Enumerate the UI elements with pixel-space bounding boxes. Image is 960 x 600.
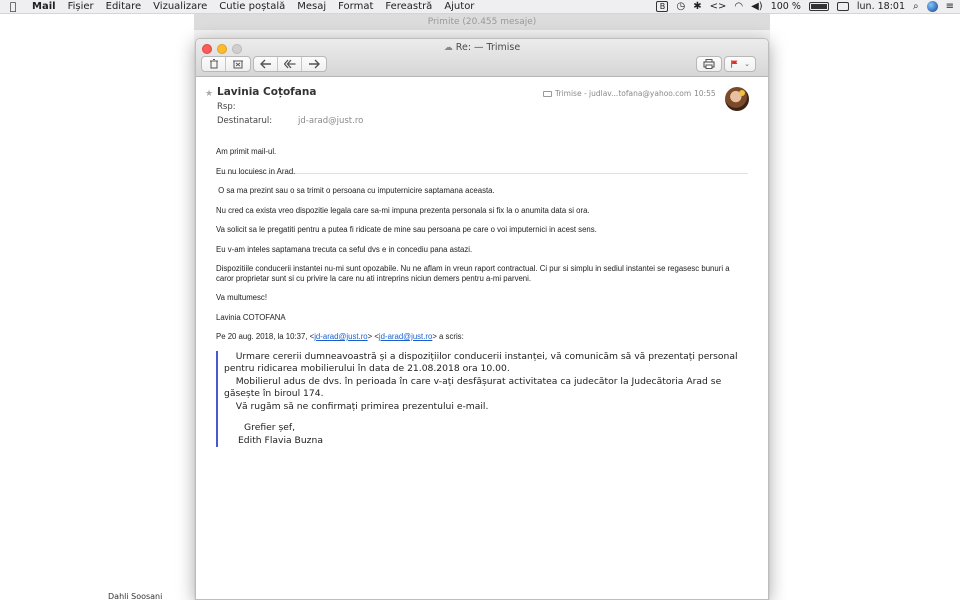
flag-icon[interactable] <box>725 57 755 71</box>
quote-signature-title: Grefier șef, <box>244 422 296 433</box>
body-paragraph: Va solicit sa le pregatiti pentru a putea fi ridicate de mine sau persoana pe care o voi imputernici in acest sens. <box>216 225 597 234</box>
battery-percent[interactable]: 100 % <box>770 1 801 12</box>
print-group <box>696 56 722 72</box>
message-time: 10:55 <box>694 89 716 98</box>
apple-menu-icon[interactable] <box>0 0 26 13</box>
quote-header: Pe 20 aug. 2018, la 10:37, <jd-arad@just.ro> <jd-arad@just.ro> a scris: <box>216 332 464 341</box>
code-icon[interactable]: <> <box>709 0 727 12</box>
flag-group <box>724 56 756 72</box>
siri-icon[interactable] <box>927 1 938 12</box>
email-link[interactable]: jd-arad@just.ro <box>378 332 433 341</box>
volume-icon[interactable]: ◀) <box>751 0 763 12</box>
reply-group <box>253 56 327 72</box>
message-window <box>195 38 769 600</box>
reply-to-label: Rsp: <box>217 102 236 112</box>
menu-ajutor[interactable]: Ajutor <box>444 1 475 12</box>
body-paragraph: Eu nu locuiesc in Arad. <box>216 166 296 176</box>
quote-paragraph: Vă rugăm să ne confirmați primirea prezentului e-mail. <box>224 400 489 412</box>
menu-mail[interactable]: Mail <box>32 1 56 12</box>
b-app-icon[interactable]: B <box>656 1 668 12</box>
folder-icon <box>543 91 552 97</box>
bluetooth-icon[interactable]: ✱ <box>693 0 702 12</box>
reply-icon[interactable] <box>254 57 278 71</box>
chevron-down-icon[interactable]: ⌄ <box>744 60 750 68</box>
body-paragraph: Eu v-am inteles saptamana trecuta ca seful dvs e in concediu pana astazi. <box>216 244 473 254</box>
body-paragraph: Dispozitiile conducerii instantei nu-mi sunt opozabile. Nu ne aflam in vreun raport contractual. Ci pur si simplu in sediul instantei se regasesc bunuri a caror proprietar sunt si cu privire la care nu ati intreprins niciun demers pentru a-mi parveni. <box>216 264 730 283</box>
menu-format[interactable]: Format <box>338 1 374 12</box>
menu-fisier[interactable]: Fișier <box>67 1 94 12</box>
quoted-message <box>216 351 748 448</box>
trash-icon[interactable] <box>202 57 226 71</box>
body-paragraph: O sa ma prezint sau o sa trimit o persoana cu imputernicire saptamana aceasta. <box>216 186 495 195</box>
menubar <box>0 0 960 14</box>
search-icon[interactable]: ⌕ <box>913 0 919 12</box>
menu-editare[interactable]: Editare <box>105 1 142 12</box>
background-window-title: Primite (20.455 mesaje) <box>194 14 770 30</box>
sender-name[interactable]: Lavinia Coțofana <box>217 86 317 98</box>
window-titlebar <box>196 39 768 77</box>
document-icon: ☁ <box>443 43 453 53</box>
display-icon[interactable] <box>837 2 849 11</box>
background-list-item: Dahli Soosani <box>108 592 163 600</box>
body-paragraph: Nu cred ca exista vreo dispozitie legala care sa-mi impuna prezenta personala si fix la o anumita data si ora. <box>216 205 590 215</box>
time-machine-icon[interactable]: ◷ <box>676 0 686 12</box>
recipient-address[interactable]: jd-arad@just.ro <box>298 116 364 126</box>
avatar <box>725 87 749 111</box>
menu-mesaj[interactable]: Mesaj <box>297 1 327 12</box>
battery-icon[interactable] <box>809 2 829 11</box>
body-paragraph: Va multumesc! <box>216 293 267 302</box>
notification-center-icon[interactable]: ≡ <box>945 0 954 12</box>
junk-icon[interactable] <box>226 57 250 71</box>
menu-cutie-postala[interactable]: Cutie poștală <box>219 1 286 12</box>
body-signature: Lavinia COTOFANA <box>216 312 286 322</box>
to-label: Destinatarul: <box>217 116 273 126</box>
message-body <box>216 147 748 447</box>
forward-icon[interactable] <box>302 57 326 71</box>
printer-icon[interactable] <box>697 57 721 71</box>
wifi-icon[interactable]: ◠ <box>734 0 744 12</box>
email-link[interactable]: jd-arad@just.ro <box>314 332 368 341</box>
clock[interactable]: lun. 18:01 <box>856 1 905 12</box>
window-title: ☁ Re: — Trimise <box>443 42 521 53</box>
body-paragraph: Am primit mail-ul. <box>216 147 277 156</box>
reply-all-icon[interactable] <box>278 57 302 71</box>
quote-paragraph: Urmare cererii dumneavoastră și a dispozițiilor conducerii instanței, vă comunicăm să vă prezentați personal pentru ridicarea mobilierului în data de 21.08.2018 ora 10.00. <box>224 350 741 374</box>
status-area <box>656 1 960 13</box>
quote-paragraph: Mobilierul adus de dvs. în perioada în care v-ați desfășurat activitatea ca judecător la Judecătoria Arad se găsește în biroul 174. <box>224 375 725 399</box>
menu-vizualizare[interactable]: Vizualizare <box>153 1 208 12</box>
star-icon[interactable]: ★ <box>205 89 214 99</box>
quote-signature-name: Edith Flavia Buzna <box>238 434 323 446</box>
mailbox-info: Trimise - judlav...tofana@yahoo.com <box>543 89 691 98</box>
delete-junk-group <box>201 56 251 72</box>
menu-fereastra[interactable]: Fereastră <box>385 1 433 12</box>
